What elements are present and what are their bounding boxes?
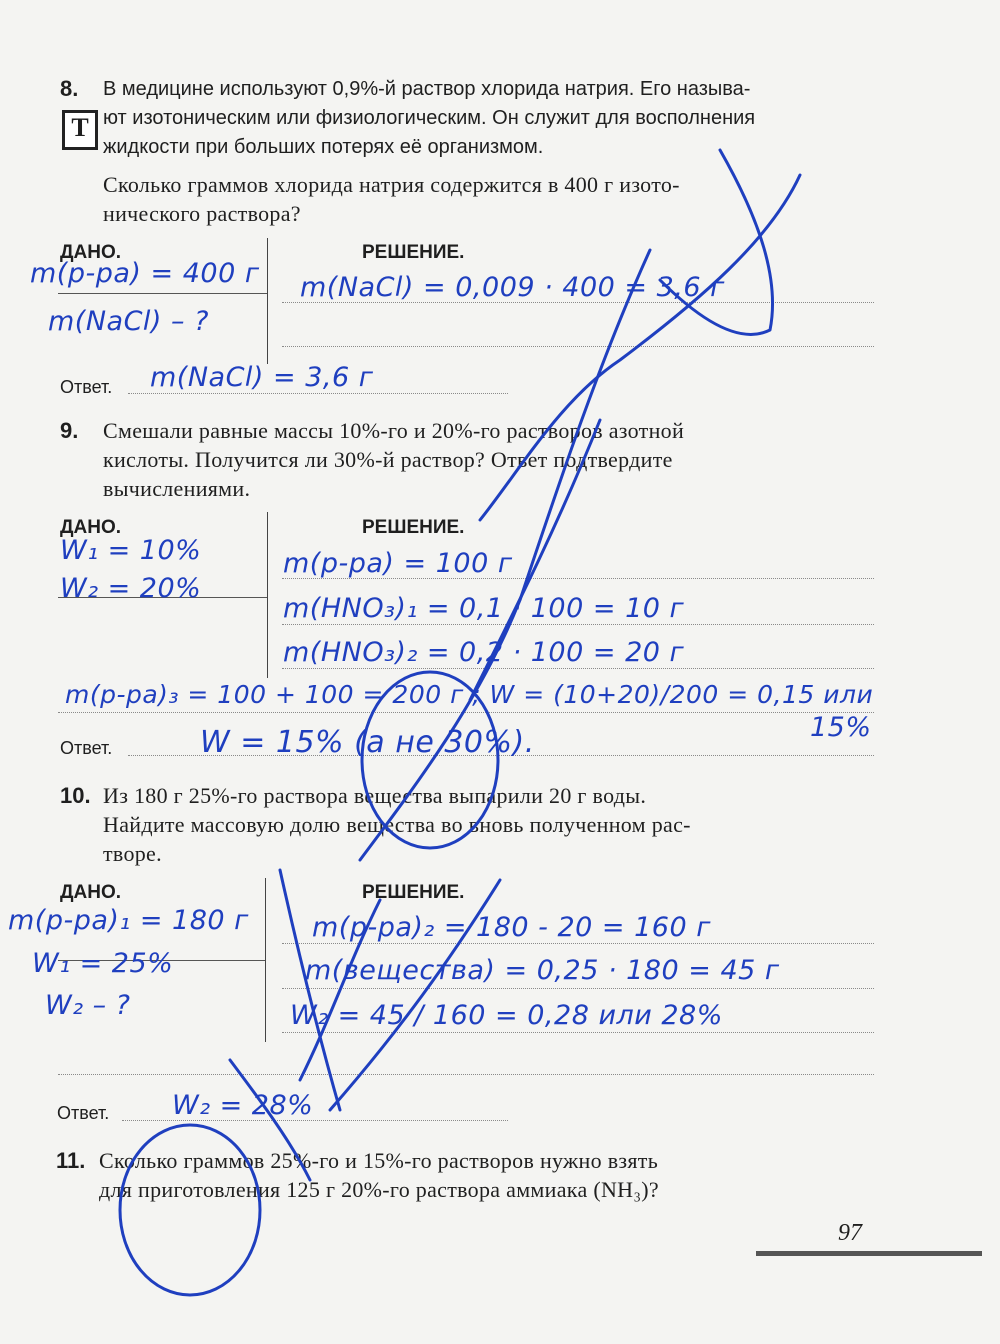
handwritten-given: m(p-pa) = 400 г (30, 258, 260, 289)
handwritten-given: W₂ – ? (45, 990, 131, 1021)
text-line: Сколько граммов хлорида натрия содержится в 400 г изото- (103, 172, 680, 197)
handwritten-solution: m(p-pa) = 100 г (283, 548, 513, 579)
diagonal-stroke (330, 880, 500, 1110)
diagonal-stroke (230, 1060, 310, 1180)
theory-icon: T (62, 110, 98, 150)
text-line: вычислениями. (103, 476, 251, 501)
reshenie-label: РЕШЕНИЕ. (362, 242, 465, 263)
text-line: творе. (103, 841, 162, 866)
handwritten-solution: m(HNO₃)₁ = 0,1 · 100 = 10 г (283, 593, 685, 624)
text-line: жидкости при больших потерях её организмом. (103, 136, 544, 158)
problem-8-number: 8. (60, 76, 79, 101)
diagonal-stroke (280, 870, 340, 1110)
diagonal-stroke (360, 250, 650, 860)
circle-stroke (120, 1125, 260, 1295)
handwritten-answer: W = 15% (а не 30%). (200, 725, 535, 760)
handwritten-calculation: m(p-pa)₃ = 100 + 100 = 200 г ; W = (10+20)/200 = 0,15 или (65, 680, 874, 709)
checkmark-stroke (480, 175, 800, 520)
handwritten-answer: W₂ = 28% (172, 1090, 314, 1121)
reshenie-label: РЕШЕНИЕ. (362, 517, 465, 538)
diagonal-stroke (300, 900, 380, 1080)
dano-label: ДАНО. (60, 882, 122, 903)
handwritten-solution: m(NaCl) = 0,009 · 400 = 3,6 г (300, 272, 725, 303)
problem-11-number: 11. (56, 1148, 86, 1173)
page-number: 97 (838, 1220, 862, 1246)
text-line: кислоты. Получится ли 30%-й раствор? Ответ подтвердите (103, 447, 673, 472)
handwritten-given: W₁ = 25% (32, 948, 174, 979)
text-line: ют изотоническим или физиологическим. Он служит для восполнения (103, 107, 756, 129)
dano-label: ДАНО. (60, 517, 122, 538)
handwritten-solution: W₂ = 45 / 160 = 0,28 или 28% (290, 1000, 723, 1031)
reshenie-label: РЕШЕНИЕ. (362, 882, 465, 903)
handwritten-given: W₁ = 10% (60, 535, 202, 566)
handwritten-given: W₂ = 20% (60, 573, 202, 604)
otvet-label: Ответ. (60, 738, 113, 758)
handwritten-solution: m(вещества) = 0,25 · 180 = 45 г (305, 955, 780, 986)
text-line: Из 180 г 25%-го раствора вещества выпарили 20 г воды. (103, 783, 647, 808)
handwritten-solution: m(p-pa)₂ = 180 - 20 = 160 г (312, 912, 711, 943)
handwritten-solution: m(HNO₃)₂ = 0,2 · 100 = 20 г (283, 637, 685, 668)
text-line: Найдите массовую долю вещества во вновь полученном рас- (103, 812, 691, 837)
diagonal-stroke (470, 420, 600, 700)
problem-9-number: 9. (60, 418, 79, 443)
handwritten-given: m(NaCl) – ? (48, 306, 209, 337)
handwritten-given: m(p-pa)₁ = 180 г (8, 905, 249, 936)
dano-label: ДАНО. (60, 242, 122, 263)
text-line: Смешали равные массы 10%-го и 20%-го растворов азотной (103, 418, 685, 443)
text-line: Сколько граммов 25%-го и 15%-го растворов нужно взять (99, 1148, 659, 1173)
problem-10-number: 10. (60, 783, 91, 808)
text-line: нического раствора? (103, 201, 301, 226)
handwritten-calculation: 15% (810, 712, 872, 743)
circle-stroke (362, 672, 498, 848)
handwritten-answer: m(NaCl) = 3,6 г (150, 362, 374, 393)
text-line: для приготовления 125 г 20%-го раствора аммиака (NH₃)? (99, 1177, 659, 1202)
otvet-label: Ответ. (60, 377, 113, 397)
text-line: В медицине используют 0,9%-й раствор хлорида натрия. Его называ- (103, 78, 751, 100)
otvet-label: Ответ. (57, 1103, 110, 1123)
